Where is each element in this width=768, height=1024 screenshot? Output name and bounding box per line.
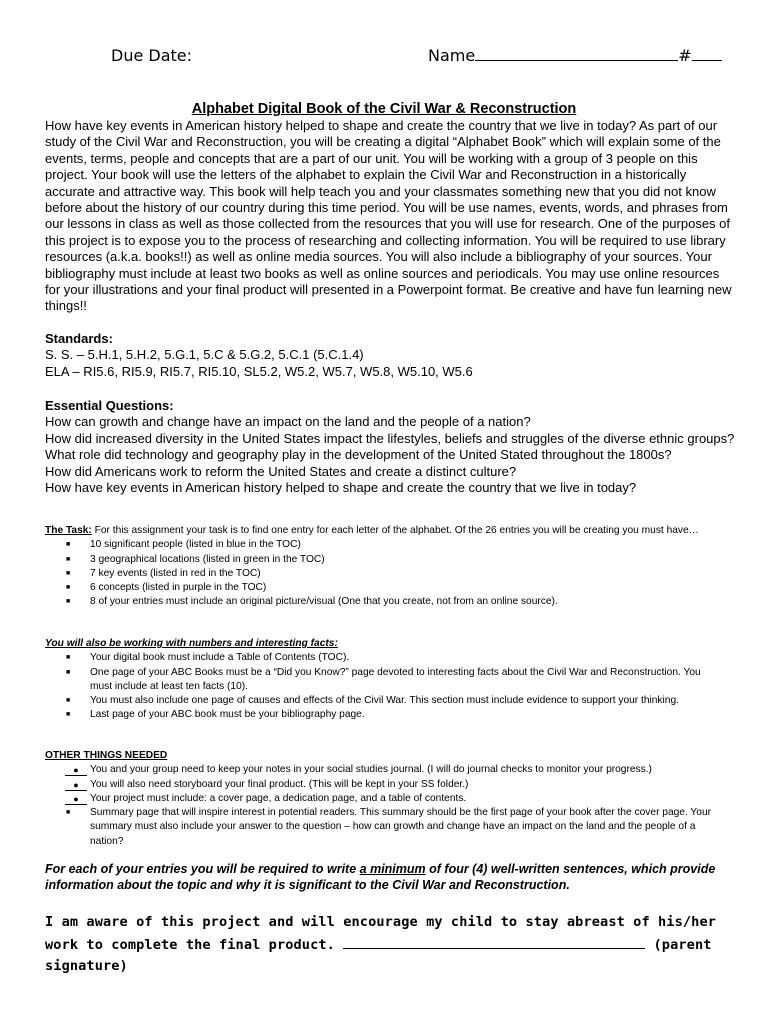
numbers-item-text: One page of your ABC Books must be a “Did you Know?” page devoted to interesting facts about the Civil War and Reconstruction. You must include at least ten facts (10). xyxy=(90,666,701,692)
standards-line: ELA – RI5.6, RI5.9, RI5.7, RI5.10, SL5.2, W5.2, W5.7, W5.8, W5.10, W5.6 xyxy=(45,363,473,379)
square-bullet-icon: ■ xyxy=(66,654,71,662)
other-things-section xyxy=(45,749,715,849)
list-item xyxy=(45,538,715,552)
list-item xyxy=(45,581,715,595)
list-item xyxy=(45,651,715,665)
due-date-label xyxy=(111,46,192,65)
sentence-underlined: a minimum xyxy=(359,862,426,876)
intro-paragraph: How have key events in American history helped to shape and create the country that we live in today? As part of our study of the Civil War and Reconstruction, you will be creating a digital “Alphabet Book” which will explain some of the events, terms, people and concepts that are a part of our unit. You will be working with a group of 3 people on this project. Your book will use the letters of the alphabet to explain the Civil War and Reconstruction in a historically accurate and attractive way. This book will help teach you and your classmates something new that you did not know before about the history of our country during this time period. You will be use names, events, words, and phrases from our lessons in class as well as those collected from the resources that you will use for research. One of the purposes of this project is to expose you to the process of researching and collecting information. You will be required to use library resources (a.k.a. books!!) as well as online media sources. You will also include a bibliography of your sources. Your bibliography must include at least two books as well as online sources and periodicals. You may use online resources for your illustrations and your final product will presented in a Powerpoint format. Be creative and have fun learning new things!! xyxy=(45,118,732,314)
essential-questions-heading: Essential Questions: xyxy=(45,398,174,413)
numbers-item-text: Last page of your ABC book must be your bibliography page. xyxy=(90,709,365,721)
list-item xyxy=(45,763,715,777)
round-bullet-icon: ● xyxy=(65,792,87,805)
number-label: # xyxy=(678,46,692,65)
essential-question: How can growth and change have an impact on the land and the people of a nation? xyxy=(45,414,531,430)
square-bullet-icon: ■ xyxy=(66,569,71,577)
list-item xyxy=(45,553,715,567)
number-blank-line xyxy=(692,46,722,61)
sentence-requirement xyxy=(45,862,735,893)
standards-line: S. S. – 5.H.1, 5.H.2, 5.G.1, 5.C & 5.G.2, 5.C.1 (5.C.1.4) xyxy=(45,347,364,363)
other-lead-text: OTHER THINGS NEEDED xyxy=(45,750,168,761)
parent-signature-line xyxy=(343,934,645,949)
list-item xyxy=(45,778,715,792)
square-bullet-icon: ■ xyxy=(66,668,71,676)
sentence-before: For each of your entries you will be required to write xyxy=(45,862,360,876)
essential-question: How did Americans work to reform the United States and create a distinct culture? xyxy=(45,463,517,479)
aware-text: I am aware of this project and will encourage my child to stay abreast of his/her work to complete the final product. xyxy=(45,914,717,953)
task-intro xyxy=(45,524,715,538)
essential-question: How did increased diversity in the United States impact the lifestyles, beliefs and struggles of the diverse ethnic groups? xyxy=(45,430,735,446)
other-list xyxy=(45,763,715,849)
signature-label: (parent signature) xyxy=(45,936,712,974)
document-title: Alphabet Digital Book of the Civil War & Reconstruction xyxy=(191,101,577,117)
other-item-text: Your project must include: a cover page, a dedication page, and a table of contents. xyxy=(90,792,467,804)
name-field xyxy=(428,46,722,65)
list-item xyxy=(45,694,715,708)
task-text: For this assignment your task is to find one entry for each letter of the alphabet. Of the 26 entries you will be creating you must have… xyxy=(91,525,699,536)
essential-question: What role did technology and geography play in the development of the United Stated throughout the 1800s? xyxy=(45,447,672,463)
numbers-facts-section xyxy=(45,637,715,723)
other-item-text: Summary page that will inspire interest in potential readers. This summary should be the first page of your book after the cover page. Your summary must also include your answer to the question – how can growth and change have an impact on the land and the people of a nation? xyxy=(90,807,712,847)
other-item-text: You will also need storyboard your final product. (This will be kept in your SS folder.) xyxy=(90,778,469,790)
list-item xyxy=(45,567,715,581)
numbers-item-text: Your digital book must include a Table of Contents (TOC). xyxy=(90,652,350,664)
sentence-after: of four (4) well-written sentences, which provide information about the topic and why it is significant to the Civil War and Reconstruction. xyxy=(45,862,716,892)
list-item xyxy=(45,595,715,609)
list-item xyxy=(45,806,715,849)
task-item-text: 10 significant people (listed in blue in the TOC) xyxy=(90,539,301,551)
standards-section xyxy=(45,331,735,380)
parent-acknowledgement xyxy=(45,912,735,978)
square-bullet-icon: ■ xyxy=(66,711,71,719)
task-item-text: 6 concepts (listed in purple in the TOC) xyxy=(90,582,267,594)
task-item-text: 3 geographical locations (listed in green in the TOC) xyxy=(90,553,325,565)
name-label: Name xyxy=(428,46,476,65)
square-bullet-icon: ■ xyxy=(66,541,71,549)
essential-questions-section xyxy=(45,398,735,496)
essential-question: How have key events in American history helped to shape and create the country that we live in today? xyxy=(45,480,637,496)
task-item-text: 8 of your entries must include an original picture/visual (One that you create, not from an online source). xyxy=(90,596,558,608)
task-lead: The Task: xyxy=(45,525,92,536)
task-list xyxy=(45,538,715,609)
square-bullet-icon: ■ xyxy=(66,697,71,705)
list-item xyxy=(45,792,715,806)
due-date-text: Due Date: xyxy=(111,46,193,65)
square-bullet-icon: ■ xyxy=(66,555,71,563)
standards-heading: Standards: xyxy=(45,331,113,346)
other-lead xyxy=(45,749,715,763)
other-item-text: You and your group need to keep your notes in your social studies journal. (I will do journal checks to monitor your progress.) xyxy=(90,764,652,776)
square-bullet-icon: ■ xyxy=(66,809,71,817)
task-section xyxy=(45,524,715,610)
round-bullet-icon: ● xyxy=(65,778,87,791)
task-item-text: 7 key events (listed in red in the TOC) xyxy=(90,567,261,579)
list-item xyxy=(45,666,715,695)
numbers-lead-text: You will also be working with numbers and interesting facts: xyxy=(45,638,338,649)
name-blank-line xyxy=(475,46,678,61)
list-item xyxy=(45,708,715,722)
square-bullet-icon: ■ xyxy=(66,598,71,606)
square-bullet-icon: ■ xyxy=(66,584,71,592)
numbers-list xyxy=(45,651,715,722)
round-bullet-icon: ● xyxy=(65,763,87,776)
numbers-lead xyxy=(45,637,715,651)
numbers-item-text: You must also include one page of causes and effects of the Civil War. This section must include evidence to support your thinking. xyxy=(90,695,679,707)
